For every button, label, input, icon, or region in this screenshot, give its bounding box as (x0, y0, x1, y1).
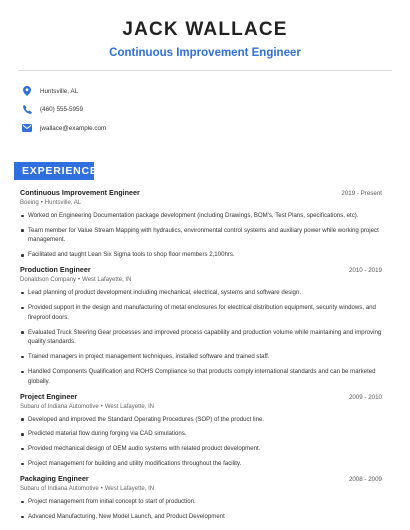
location-pin-icon (22, 86, 32, 96)
email-text: jwallace@example.com (40, 124, 107, 132)
job-role: Continuous Improvement Engineer (20, 188, 140, 197)
bullet-item: Team member for Value Stream Mapping with hydraulics, environmental control systems and auxiliary power while working project management. (20, 226, 382, 245)
bullet-item: Advanced Manufacturing, New Model Launch, and Product Development (20, 512, 382, 522)
bullet-item: Handled Components Qualification and ROHS Compliance so that products comply international standards and can be marketed globally. (20, 367, 382, 386)
job-meta (20, 277, 382, 283)
bullet-item: Project management from initial concept to start of production. (20, 497, 382, 507)
job-role: Packaging Engineer (20, 474, 89, 484)
job-dates: 2019 - Present (341, 190, 382, 197)
job-meta (20, 486, 382, 492)
email-icon (22, 123, 32, 133)
header-divider (18, 70, 392, 71)
job-header (20, 392, 382, 401)
job-meta (20, 404, 382, 410)
bullet-item: Developed and improved the Standard Operating Procedures (SOP) of the product line. (20, 415, 382, 425)
bullet-item: Facilitated and taught Lean Six Sigma tools to shop floor members 2,100hrs. (20, 250, 382, 260)
meta-separator: • (100, 403, 103, 410)
job-role: Project Engineer (20, 391, 78, 401)
job-entry (20, 188, 382, 260)
contact-email (22, 119, 106, 138)
job-header (20, 265, 382, 274)
job-entry (20, 474, 382, 521)
job-entry (20, 265, 382, 386)
bullet-item: Provided mechanical design of OEM audio systems with related product development. (20, 444, 382, 454)
job-header (20, 474, 382, 483)
job-meta (20, 200, 382, 206)
candidate-name: JACK WALLACE (122, 19, 288, 40)
bullet-item: Lead planning of product development including mechanical, electrical, systems and software design. (20, 288, 382, 298)
location-text: Huntsville, AL (40, 87, 79, 95)
job-company: Boeing (20, 200, 39, 206)
bullet-item: Predicted material flow during forging via CAD simulations. (20, 429, 382, 439)
job-bullets (20, 288, 382, 386)
experience-list (20, 188, 382, 527)
phone-icon (22, 105, 32, 115)
job-location: Huntsville, AL (44, 200, 82, 206)
experience-section-header (14, 162, 98, 180)
bullet-item: Project management for building and utility modifications throughout the facility. (20, 459, 382, 469)
resume-header (0, 0, 410, 60)
contact-list (22, 82, 106, 138)
bullet-item: Provided support in the design and manufacturing of metal enclosures for electrical distribution equipment, security windows, and fireproof doors. (20, 303, 382, 322)
bullet-item: Evaluated Truck Steering Gear processes and improved process capability and production volume while maintaining and improving quality standards. (20, 328, 382, 347)
meta-separator: • (40, 200, 43, 206)
job-dates: 2009 - 2010 (348, 393, 382, 401)
job-header (20, 188, 382, 197)
job-location: West Lafayette, IN (82, 277, 132, 284)
job-dates: 2010 - 2019 (348, 267, 382, 275)
bullet-item: Worked on Engineering Documentation package development (including Drawings, BOM's, Test Plans, specifications, etc). (20, 211, 382, 221)
meta-separator: • (100, 486, 103, 493)
job-company: Subaru of Indiana Automotive (20, 486, 99, 493)
job-company: Donaldson Company (20, 277, 77, 284)
candidate-title: Continuous Improvement Engineer (109, 47, 301, 59)
bullet-item: Trained managers in project management techniques, installed software and trained staff. (20, 352, 382, 362)
contact-phone (22, 101, 106, 120)
job-entry (20, 392, 382, 469)
job-bullets (20, 497, 382, 521)
job-location: West Lafayette, IN (104, 403, 155, 410)
contact-location (22, 82, 106, 101)
job-company: Subaru of Indiana Automotive (20, 403, 99, 410)
meta-separator: • (78, 277, 81, 284)
job-bullets (20, 211, 382, 260)
experience-heading: EXPERIENCE (22, 165, 98, 177)
phone-text: (460) 555-5959 (40, 106, 84, 114)
job-dates: 2008 - 2009 (348, 476, 382, 484)
job-bullets (20, 415, 382, 469)
job-location: West Lafayette, IN (104, 486, 155, 493)
job-role: Production Engineer (20, 265, 91, 275)
